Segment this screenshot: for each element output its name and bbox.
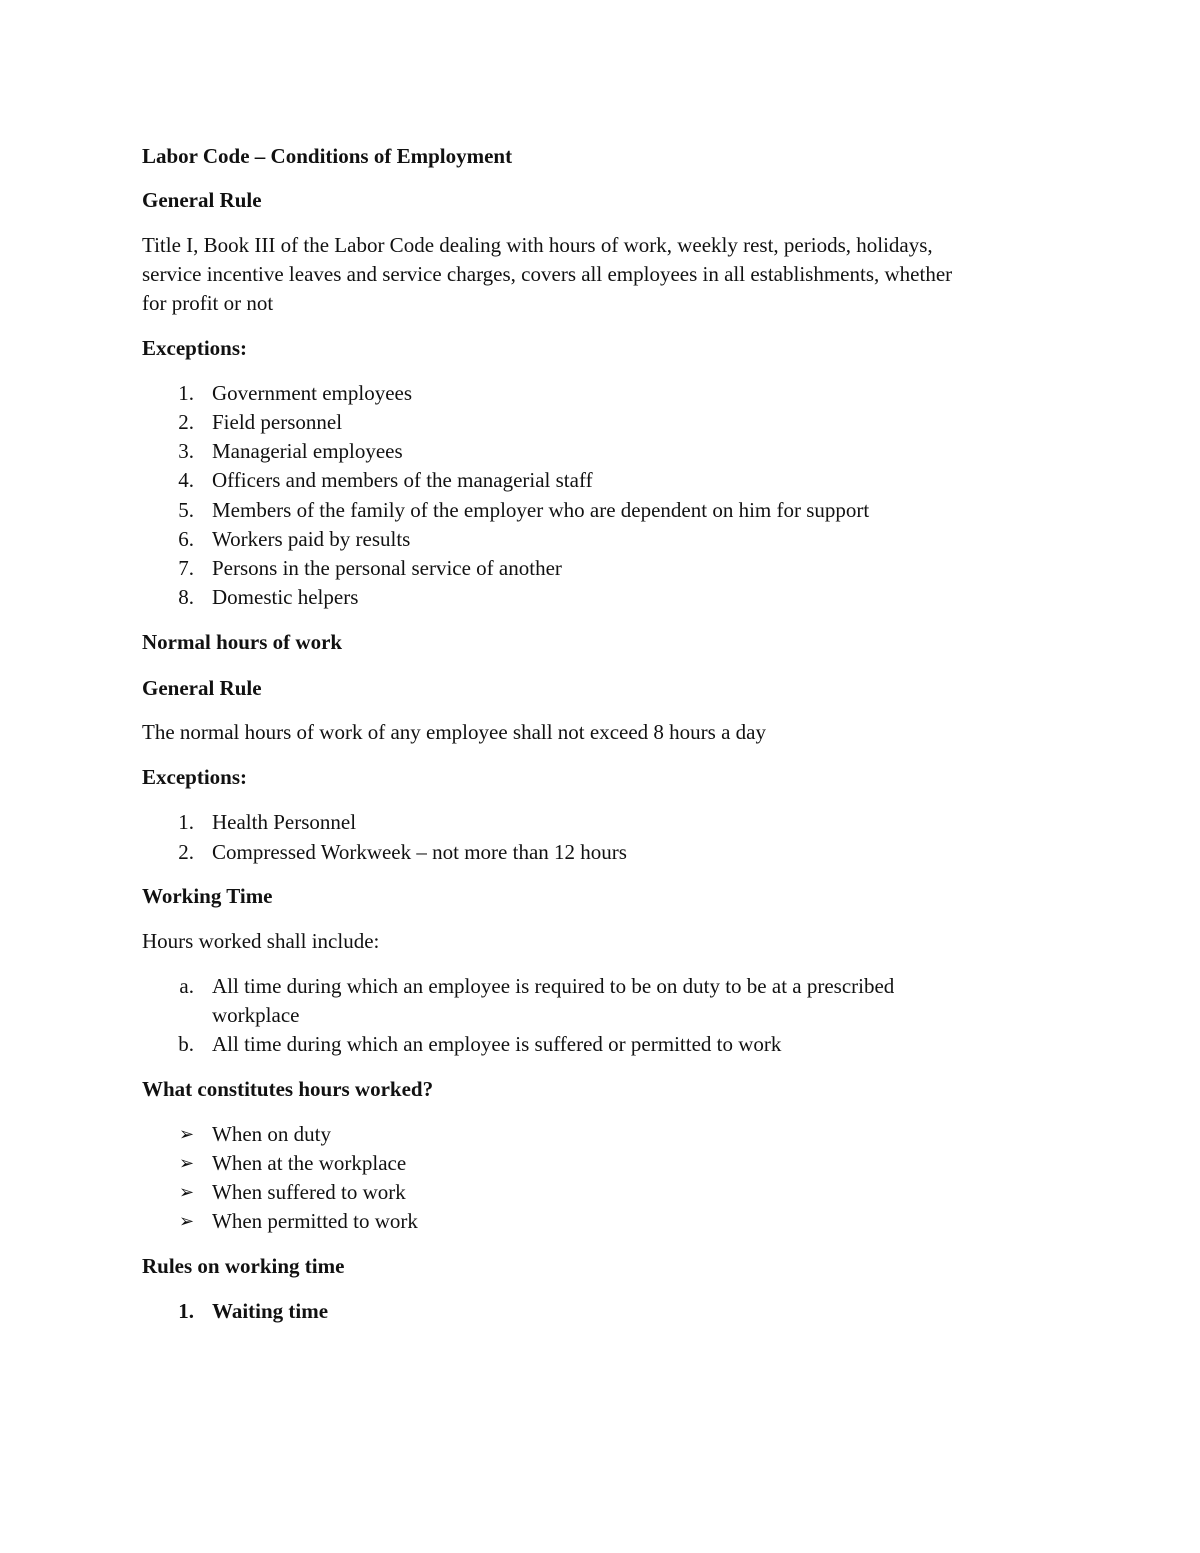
list-number: 4. xyxy=(178,468,194,492)
section-heading-general-rule: General Rule xyxy=(142,188,262,212)
list-item-text: Officers and members of the managerial staff xyxy=(212,468,593,492)
list-item-text: workplace xyxy=(212,1003,300,1027)
list-item-text: Persons in the personal service of another xyxy=(212,556,562,580)
list-number: 8. xyxy=(178,585,194,609)
list-number: 2. xyxy=(178,410,194,434)
arrow-bullet-icon: ➢ xyxy=(179,1211,195,1232)
paragraph-line: service incentive leaves and service charges, covers all employees in all establishments, whether xyxy=(142,262,953,286)
paragraph-line: The normal hours of work of any employee shall not exceed 8 hours a day xyxy=(142,720,766,744)
list-number: 2. xyxy=(178,840,194,864)
section-heading-general-rule: General Rule xyxy=(142,676,262,700)
list-item-text: Members of the family of the employer who are dependent on him for support xyxy=(212,498,870,522)
list-number: 1. xyxy=(178,381,194,405)
paragraph-line: Hours worked shall include: xyxy=(142,929,380,953)
document-title: Labor Code – Conditions of Employment xyxy=(142,144,513,168)
list-item-text: Government employees xyxy=(212,381,413,405)
section-heading-exceptions: Exceptions: xyxy=(142,765,247,789)
list-number: 1. xyxy=(178,1299,194,1323)
list-item-text: Waiting time xyxy=(212,1299,329,1323)
list-number: 3. xyxy=(178,439,194,463)
list-item-text: All time during which an employee is required to be on duty to be at a prescribed xyxy=(212,974,895,998)
list-number: 6. xyxy=(178,527,194,551)
list-item-text: When permitted to work xyxy=(212,1209,418,1233)
list-item-text: All time during which an employee is suffered or permitted to work xyxy=(212,1032,782,1056)
list-number: 7. xyxy=(178,556,194,580)
list-item-text: Health Personnel xyxy=(212,810,357,834)
list-item-text: Managerial employees xyxy=(212,439,403,463)
section-heading-normal-hours: Normal hours of work xyxy=(142,630,343,654)
section-heading-rules-working-time: Rules on working time xyxy=(142,1254,345,1278)
arrow-bullet-icon: ➢ xyxy=(179,1124,195,1145)
list-item-text: Domestic helpers xyxy=(212,585,359,609)
list-item-text: When on duty xyxy=(212,1122,331,1146)
list-letter: a. xyxy=(179,974,194,998)
list-number: 1. xyxy=(178,810,194,834)
list-item-text: Compressed Workweek – not more than 12 hours xyxy=(212,840,627,864)
paragraph-line: Title I, Book III of the Labor Code dealing with hours of work, weekly rest, periods, holidays, xyxy=(142,233,933,257)
list-item-text: Field personnel xyxy=(212,410,343,434)
paragraph-line: for profit or not xyxy=(142,291,274,315)
arrow-bullet-icon: ➢ xyxy=(179,1182,195,1203)
list-item-text: When suffered to work xyxy=(212,1180,406,1204)
list-item-text: When at the workplace xyxy=(212,1151,407,1175)
arrow-bullet-icon: ➢ xyxy=(179,1153,195,1174)
list-number: 5. xyxy=(178,498,194,522)
section-heading-what-constitutes: What constitutes hours worked? xyxy=(142,1077,434,1101)
section-heading-exceptions: Exceptions: xyxy=(142,336,247,360)
list-letter: b. xyxy=(178,1032,194,1056)
list-item-text: Workers paid by results xyxy=(212,527,411,551)
section-heading-working-time: Working Time xyxy=(142,884,273,908)
